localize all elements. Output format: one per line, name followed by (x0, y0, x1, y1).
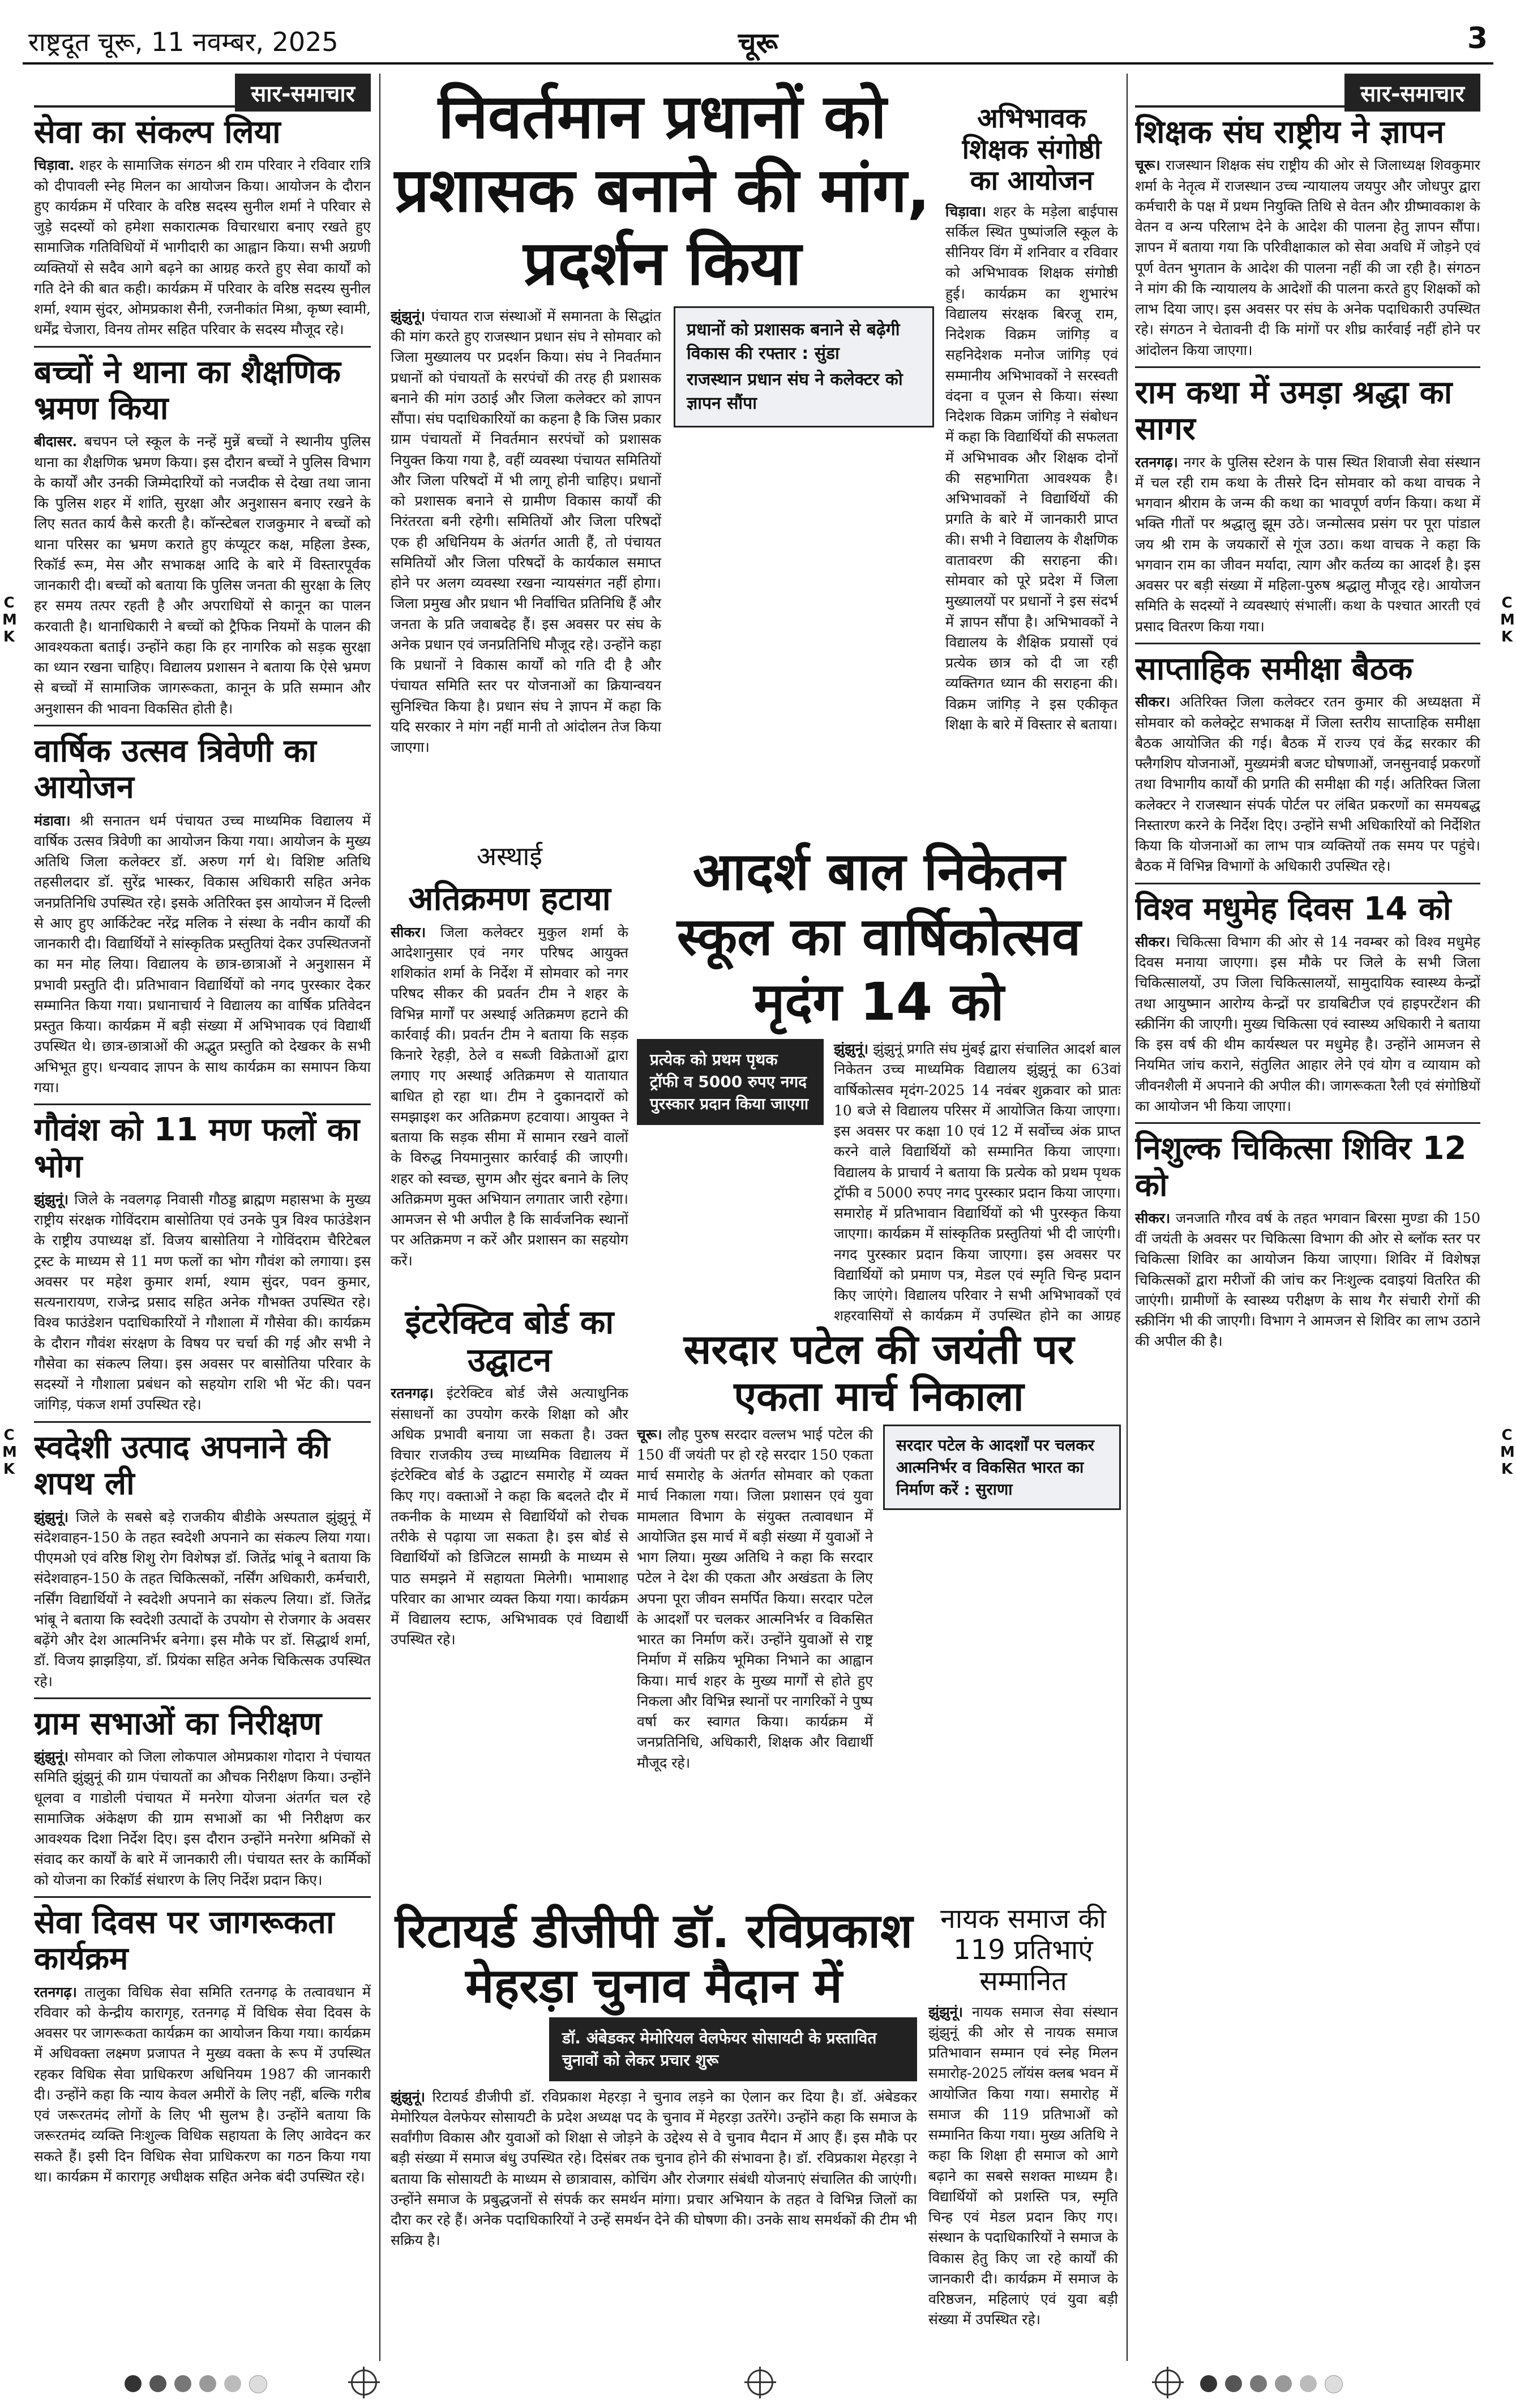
headline: सरदार पटेल की जयंती पर एकता मार्च निकाला (683, 1325, 1074, 1420)
article-body: झुंझुनूं। रिटायर्ड डीजीपी डॉ. रविप्रकाश मेहरड़ा ने चुनाव लड़ने का ऐलान कर दिया है। डॉ. अंबेडकर मेमोरियल वेलफेयर सोसायटी के प्रदेश अध्यक्ष पद के चुनाव में मेहरड़ा उतरेंगे। उन्होंने कहा कि समाज के सर्वांगीण विकास और युवाओं को शिक्षा से जोड़ने के उद्देश्य से वे चुनाव मैदान में आए हैं। इस मौके पर बड़ी संख्या में समाज बंधु उपस्थित रहे। दिसंबर तक चुनाव होने की संभावना है। डॉ. रविप्रकाश मेहरड़ा ने बताया कि सोसायटी के माध्यम से छात्रावास, कोचिंग और रोजगार संबंधी योजनाएं संचालित की जाएंगी। उन्होंने समाज के प्रबुद्धजनों से संपर्क कर समर्थन मांगा। प्रचार अभियान के तहत वे विभिन्न जिलों का दौरा कर रहे हैं। अनेक पदाधिकारियों ने उन्हें समर्थन देने की घोषणा की। उनके साथ समर्थकों की टीम भी सक्रिय है। (391, 2088, 917, 2249)
right-news-column (1135, 74, 1480, 2361)
lead-headline: निवर्तमान प्रधानों को प्रशासक बनाने की मांग, प्रदर्शन किया (394, 82, 931, 300)
article-body: सीकर। अतिरिक्त जिला कलेक्टर रतन कुमार की अध्यक्षता में सोमवार को कलेक्ट्रेट सभाकक्ष में जिला स्तरीय साप्ताहिक समीक्षा बैठक आयोजित की गई। बैठक में राज्य एवं केंद्र सरकार की फ्लैगशिप योजनाओं, मुख्यमंत्री बजट घोषणाओं, जनसुनवाई प्रकरणों तथा विभागीय कार्यों की प्रगति की समीक्षा की गई। अतिरिक्त जिला कलेक्टर ने राजस्थान संपर्क पोर्टल पर लंबित प्रकरणों का समयबद्ध निस्तारण करने के निर्देश दिए। उन्होंने सभी अधिकारियों को निर्देशित किया कि योजनाओं का लाभ पात्र व्यक्तियों तक समय पर पहुंचे। बैठक में विभिन्न विभागों के अधिकारी उपस्थित रहे। (1135, 694, 1480, 875)
article-body: सीकर। जनजाति गौरव वर्ष के तहत भगवान बिरसा मुण्डा की 150 वीं जयंती के अवसर पर चिकित्सा विभाग की ओर से ब्लॉक स्तर पर चिकित्सा शिविर का आयोजन किया जाएगा। शिविर में विशेषज्ञ चिकित्सकों द्वारा मरीजों की जांच कर निःशुल्क दवाइयां वितरित की जाएंगी। ग्रामीणों के स्वास्थ्य परीक्षण के साथ गैर संचारी रोगों की स्क्रीनिंग भी की जाएगी। विभाग ने आमजन से शिविर का लाभ उठाने की अपील की है। (1135, 1209, 1480, 1350)
color-registration-dots (1200, 2375, 1343, 2393)
highlight-box: सरदार पटेल के आदर्शों पर चलकर आत्मनिर्भर व विकसित भारत का निर्माण करें : सुराणा (883, 1425, 1121, 1511)
headline: निशुल्क चिकित्सा शिविर 12 को (1135, 1130, 1467, 1204)
headline: राम कथा में उमड़ा श्रद्धा का सागर (1135, 374, 1453, 448)
highlight-item: राजस्थान प्रधान संघ ने कलेक्टर को ज्ञापन सौंपा (687, 369, 903, 413)
board-story (391, 1297, 628, 1868)
headline: शिक्षक संघ राष्ट्रीय ने ज्ञापन (1135, 114, 1445, 151)
crosshair-mark-icon (351, 2369, 377, 2396)
article-body: रतनगढ़। तालुका विधिक सेवा समिति रतनगढ़ के तत्वावधान में रविवार को केन्द्रीय कारागृह, रतनगढ़ में विधिक सेवा दिवस के अवसर पर जागरूकता कार्यक्रम का आयोजन किया गया। कार्यक्रम में अधिवक्ता लक्ष्मण प्रजापत ने मुख्य वक्ता के रूप में उपस्थित रहकर विधिक सेवा प्राधिकरण अधिनियम 1987 की जानकारी दी। उन्होंने कहा कि न्याय केवल अमीरों के लिए नहीं, बल्कि गरीब एवं जरूरतमंद लोगों के लिए भी सुलभ है। उन्होंने बताया कि जरूरतमंद व्यक्ति निःशुल्क विधिक सहायता के लिए आवेदन कर सकते हैं। इसी दिन विधिक सेवा प्राधिकरण का गठन किया गया था। कार्यक्रम में कारागृह अधीक्षक सहित अनेक बंदी उपस्थित रहे। (34, 1983, 371, 2185)
article-body: सीकर। जिला कलेक्टर मुकुल शर्मा के आदेशानुसार एवं नगर परिषद आयुक्त शशिकांत शर्मा के निर्देश में सोमवार को नगर परिषद सीकर की प्रवर्तन टीम ने शहर के विभिन्न मार्गों पर अस्थाई अतिक्रमण हटाने की कार्रवाई की। प्रवर्तन टीम ने बताया कि सड़क किनारे रेहड़ी, ठेले व सब्जी विक्रेताओं द्वारा लगाए गए अस्थाई अतिक्रमण से यातायात बाधित हो रहा था। टीम ने दुकानदारों को समझाइश कर अतिक्रमण हटवाया। आयुक्त ने बताया कि सड़क सीमा में सामान रखने वालों के विरुद्ध नियमानुसार कार्रवाई की जाएगी। शहर को स्वच्छ, सुगम और सुंदर बनाने के लिए अतिक्रमण मुक्त अभियान लगातार जारी रहेगा। आमजन से भी अपील है कि सार्वजनिक स्थानों पर अतिक्रमण न करें और प्रशासन का सहयोग करें। (391, 923, 628, 1269)
headline: आदर्श बाल निकेतन स्कूल का वार्षिकोत्सव मृदंग 14 को (676, 841, 1081, 1032)
left-news-column (34, 74, 371, 2361)
article-body: झुंझुनूं। सोमवार को जिला लोकपाल ओमप्रकाश गोदारा ने पंचायत समिति झुंझुनूं की ग्राम पंचायतों का औचक निरीक्षण किया। उन्होंने धूलवा व गाडोली पंचायत में मनरेगा योजना अंतर्गत चल रहे सामाजिक अंकेक्षण की ग्राम सभाओं का भी निरीक्षण कर आवश्यक दिशा निर्देश दिए। इस दौरान उन्होंने मनरेगा श्रमिकों से संवाद कर कार्यों के बारे में जानकारी ली। पंचायत स्तर के कार्मिकों को योजना का रिकॉर्ड संधारण के लिए निर्देश प्रदान किए। (34, 1748, 371, 1888)
article-body: चूरू। राजस्थान शिक्षक संघ राष्ट्रीय की ओर से जिलाध्यक्ष शिवकुमार शर्मा के नेतृत्व में राजस्थान उच्च न्यायालय जयपुर और जोधपुर द्वारा कर्मचारी के पक्ष में प्रथम नियुक्ति तिथि से वेतन और ग्रीष्मावकाश के वेतन व अन्य परिलाभ देने के आदेश की पालना हेतु ज्ञापन सौंपा। ज्ञापन में बताया गया कि परिवीक्षाकाल को सेवा अवधि में जोड़ने एवं पूर्ण वेतन भुगतान के आदेश की पालना नहीं की जा रही है। संगठन ने मांग की कि न्यायालय के आदेशों की पालना करते हुए शिक्षकों को लाभ दिया जाए। इस अवसर पर संघ के अनेक पदाधिकारी उपस्थित रहे। संगठन ने चेतावनी दी कि मांगों पर शीघ्र कार्रवाई नहीं होने पर आंदोलन किया जाएगा। (1135, 157, 1480, 358)
section-tag-bar (1135, 74, 1480, 108)
cmk-mark-left-1: C M K (2, 594, 17, 645)
cmk-mark-right-1: C M K (1500, 594, 1515, 645)
headline: ग्राम सभाओं का निरीक्षण (34, 1705, 322, 1742)
article-body: झुंझुनूं। झुंझुनूं प्रगति संघ मुंबई द्वारा संचालित आदर्श बाल निकेतन उच्च माध्यमिक विद्यालय झुंझुनूं का 63वां वार्षिकोत्सव मृदंग-2025 14 नवंबर शुक्रवार को प्रातः 10 बजे से विद्यालय परिसर में आयोजित किया जाएगा। इस अवसर पर कक्षा 10 एवं 12 में सर्वोच्च अंक प्राप्त करने वाले विद्यार्थियों को सम्मानित किया जाएगा। विद्यालय के प्राचार्य ने बताया कि प्रत्येक को प्रथम पृथक ट्रॉफी व 5000 रुपए नगद पुरस्कार प्रदान किया जाएगा। समारोह में प्रतिभावान विद्यार्थियों को भी पुरस्कृत किया जाएगा। कार्यक्रम में सांस्कृतिक प्रस्तुतियां भी दी जाएंगी। नगद पुरस्कार प्रदान किया जाएगा। इस अवसर पर विद्यार्थियों को प्रमाण पत्र, मेडल एवं स्मृति चिन्ह प्रदान किए जाएंगे। विद्यालय परिवार ने सभी अभिभावकों एवं शहरवासियों से कार्यक्रम में उपस्थित होने का आग्रह (834, 1041, 1121, 1324)
column-divider (1127, 74, 1128, 2361)
nayak-story (928, 1897, 1118, 2350)
headline: सेवा का संकल्प लिया (34, 114, 281, 151)
encroachment-story (391, 838, 628, 1325)
article-body: चूरू। लौह पुरुष सरदार वल्लभ भाई पटेल की 150 वीं जयंती पर हो रहे सरदार 150 एकता मार्च समारोह के अंतर्गत सोमवार को एकता मार्च निकाला गया। जिला प्रशासन एवं युवा मामलात विभाग के संयुक्त तत्वावधान में आयोजित इस मार्च में बड़ी संख्या में युवाओं ने भाग लिया। मुख्य अतिथि ने कहा कि सरदार पटेल ने देश की एकता और अखंडता के लिए अपना पूरा जीवन समर्पित किया। सरदार पटेल के आदर्शों पर चलकर आत्मनिर्भर व विकसित भारत का निर्माण करें। उन्होंने युवाओं से राष्ट्र निर्माण में सक्रिय भूमिका निभाने का आह्वान किया। मार्च शहर के मुख्य मार्गों से होते हुए निकला और विभिन्न स्थानों पर नागरिकों ने पुष्प वर्षा कर स्वागत किया। कार्यक्रम में जनप्रतिनिधि, अधिकारी, शिक्षक और विद्यार्थी मौजूद रहे। (637, 1426, 873, 1771)
section-tag: सार-समाचार (1344, 74, 1480, 112)
highlight-box: डॉ. अंबेडकर मेमोरियल वेलफेयर सोसायटी के प्रस्तावित चुनावों को लेकर प्रचार शुरू (549, 2017, 917, 2081)
article-body: सीकर। चिकित्सा विभाग की ओर से 14 नवम्बर को विश्व मधुमेह दिवस मनाया जाएगा। इस मौके पर जिले के सभी जिला चिकित्सालयों, उप जिला चिकित्सालयों, सामुदायिक स्वास्थ्य केन्द्रों तथा आयुष्मान आरोग्य केन्द्रों पर डायबिटीज एवं हाइपरटेंशन की स्क्रीनिंग की जाएगी। मुख्य चिकित्सा एवं स्वास्थ्य अधिकारी ने बताया कि इस वर्ष की थीम कार्यस्थल पर मधुमेह है। उन्होंने आमजन से नियमित जांच कराने, संतुलित आहार लेने एवं योग व व्यायाम को जीवनशैली में अपनाने की अपील की। जागरूकता रैली एवं संगोष्ठियों का आयोजन भी किया जाएगा। (1135, 933, 1480, 1114)
article-body: झुंझुनूं। नायक समाज सेवा संस्थान झुंझुनूं की ओर से नायक समाज प्रतिभावान सम्मान एवं स्नेह मिलन समारोह-2025 लॉयंस क्लब भवन में आयोजित किया गया। समारोह में समाज की 119 प्रतिभाओं को सम्मानित किया गया। मुख्य अतिथि ने कहा कि शिक्षा ही समाज को आगे बढ़ाने का सबसे सशक्त माध्यम है। विद्यार्थियों को प्रशस्ति पत्र, स्मृति चिन्ह एवं मेडल प्रदान किए गए। संस्थान के पदाधिकारियों ने समाज के विकास हेतु किए जा रहे कार्यों की जानकारी दी। कार्यक्रम में समाज के वरिष्ठजन, महिलाएं एवं युवा बड़ी संख्या में उपस्थित रहे। (928, 2003, 1118, 2328)
headline: गौवंश को 11 मण फलों का भोग (34, 1111, 360, 1185)
headline: रिटायर्ड डीजीपी डॉ. रविप्रकाश मेहरड़ा चुनाव मैदान में (395, 1903, 913, 2013)
kicker: अस्थाई (476, 841, 542, 871)
color-registration-dots (125, 2375, 267, 2393)
headline: अभिभावक शिक्षक संगोष्ठी का आयोजन (962, 102, 1102, 197)
highlight-item: प्रधानों को प्रशासक बनाने से बढ़ेगी विकास की रफ्तार : सुंडा (687, 319, 900, 363)
dgp-story (391, 1897, 917, 2350)
article-body: रतनगढ़। नगर के पुलिस स्टेशन के पास स्थित शिवाजी सेवा संस्थान में चल रही राम कथा के तीसरे दिन सोमवार को कथा वाचक ने भगवान श्रीराम के जन्म की कथा का भावपूर्ण वर्णन किया। कथा में भक्ति गीतों पर श्रद्धालु झूम उठे। जन्मोत्सव प्रसंग पर पूरा पांडाल जय श्री राम के जयकारों से गूंज उठा। कथा वाचक ने कहा कि भगवान राम का जीवन मर्यादा, त्याग और कर्तव्य का आदर्श है। इस अवसर पर बड़ी संख्या में महिला-पुरुष श्रद्धालु मौजूद रहे। आयोजन समिति के सदस्यों ने व्यवस्थाएं संभालीं। कथा के पश्चात आरती एवं प्रसाद वितरण किया गया। (1135, 454, 1480, 635)
highlight-box (674, 306, 934, 427)
masthead-city: चूरू (738, 27, 778, 59)
column-divider (379, 74, 380, 2361)
article-body: चिड़ावा. शहर के सामाजिक संगठन श्री राम परिवार ने रविवार रात्रि को दीपावली स्नेह मिलन का आयोजन किया। आयोजन के दौरान हुए कार्यक्रम में परिवार के वरिष्ठ सदस्य सुनील शर्मा ने परिवार से जुड़े सदस्यों को हमेशा सकारात्मक विचारधारा बनाए रखते हुए सामाजिक गतिविधियों में भागीदारी का आह्वान किया। सभी अग्रणी व्यक्तियों से सदैव आगे बढ़ने का आग्रह करते हुए सेवा कार्यों को गति देने की बात कही। कार्यक्रम में परिवार के वरिष्ठ सदस्य सुनील शर्मा, श्याम सुंदर, ओमप्रकाश सैनी, रजनीकांत मिश्रा, कृष्ण स्वामी, धर्मेंद्र चेजारा, विनय तोमर सहित परिवार के सदस्य मौजूद रहे। (34, 157, 371, 338)
article-body: चिड़ावा। शहर के मड़ेला बाईपास सर्किल स्थित पुष्पांजलि स्कूल के सीनियर विंग में शनिवार व रविवार को अभिभावक शिक्षक संगोष्ठी हुई। कार्यक्रम का शुभारंभ विद्यालय संरक्षक बिरजू राम, निदेशक विक्रम जांगिड़ व सहनिदेशक मनोज जांगिड़ एवं सम्मानीय अभिभावकों ने सरस्वती वंदना व पूजन से किया। संस्था निदेशक विक्रम जांगिड़ ने संबोधन में कहा कि विद्यार्थियों की सफलता में अभिभावक और शिक्षक दोनों की सहभागिता आवश्यक है। अभिभावकों ने विद्यार्थियों की प्रगति के बारे में जानकारी प्राप्त की। सभी ने विद्यालय के शैक्षणिक वातावरण की सराहना की। सोमवार को पूरे प्रदेश में जिला मुख्यालयों पर प्रधानों ने इस संदर्भ में ज्ञापन सौंपा है। अभिभावकों ने विद्यालय के शैक्षिक प्रयासों एवं प्रत्येक छात्र को दी जा रही व्यक्तिगत ध्यान की सराहना की। विक्रम जांगिड़ ने इस एकीकृत शिक्षा के बारे में विस्तार से बताया। (945, 203, 1118, 733)
article-body: झुंझुनूं। पंचायत राज संस्थाओं में समानता के सिद्धांत की मांग करते हुए राजस्थान प्रधान संघ ने सोमवार को जिला मुख्यालय पर प्रदर्शन किया। संघ ने निवर्तमान प्रधानों को पंचायतों के सरपंचों की तरह ही प्रशासक बनाने की मांग उठाई और जिला कलेक्टर को ज्ञापन सौंपा। संघ पदाधिकारियों का कहना है कि जिस प्रकार ग्राम पंचायतों में निवर्तमान सरपंचों को प्रशासक नियुक्त किया गया है, वहीं व्यवस्था पंचायत समितियों और जिला परिषदों में भी लागू होनी चाहिए। प्रधानों को प्रशासक बनाने से ग्रामीण विकास कार्यों की निरंतरता बनी रहेगी। समितियों और जिला परिषदों एक ही अधिनियम के अंतर्गत आती हैं, तो पंचायत समितियों और जिला परिषदों के कार्यकाल समाप्त होने पर अलग व्यवस्था रखना न्यायसंगत नहीं होगा। जिला प्रमुख और प्रधान भी निर्वाचित प्रतिनिधि हैं और जनता के प्रति जवाबदेह हैं। इस अवसर पर संघ के अनेक प्रधान एवं जनप्रतिनिधि मौजूद रहे। उन्होंने कहा कि प्रधानों ने विकास कार्यों को गति दी है और पंचायत समिति स्तर पर योजनाओं का क्रियान्वयन सुनिश्चित किया है। प्रधान संघ ने ज्ञापन में कहा कि यदि सरकार ने मांग नहीं मानी तो आंदोलन तेज किया जाएगा। (391, 307, 661, 756)
headline: सेवा दिवस पर जागरूकता कार्यक्रम (34, 1904, 335, 1978)
headline: स्वदेशी उत्पाद अपनाने की शपथ ली (34, 1428, 330, 1503)
lead-story (391, 74, 934, 827)
headline: नायक समाज की 119 प्रतिभाएं सम्मानित (940, 1903, 1106, 1998)
headline: वार्षिक उत्सव त्रिवेणी का आयोजन (34, 732, 316, 806)
school-story (637, 832, 1121, 1325)
headline: साप्ताहिक समीक्षा बैठक (1135, 650, 1413, 687)
article-body: मंडावा। श्री सनातन धर्म पंचायत उच्च माध्यमिक विद्यालय में वार्षिक उत्सव त्रिवेणी का आयोजन किया गया। आयोजन के मुख्य अतिथि जिला कलेक्टर डॉ. अरुण गर्ग थे। विशिष्ट अतिथि तहसीलदार डॉ. सुरेंद्र भास्कर, विकास अधिकारी सहित अनेक जनप्रतिनिधि उपस्थित रहे। इसके अतिरिक्त इस आयोजन में दिल्ली से आए हुए आर्किटेक्ट नरेंद्र मलिक ने संस्था के नवीन कार्यों की जानकारी दी। विद्यार्थियों ने सांस्कृतिक प्रस्तुतियां देकर उपस्थितजनों का मन मोह लिया। विद्यालय के छात्र-छात्राओं ने अनुशासन में प्रभावी प्रस्तुति दी। प्रतिभावान विद्यार्थियों को नगद पुरस्कार देकर सम्मानित किया गया। प्रधानाचार्य ने विद्यालय का वार्षिक प्रतिवेदन प्रस्तुत किया। कार्यक्रम में बड़ी संख्या में अभिभावक एवं विद्यार्थी उपस्थित थे। छात्र-छात्राओं की अद्भुत प्रस्तुति को देखकर के सभी अभिभूत हुए। धन्यवाद ज्ञापन के साथ कार्यक्रम का समापन किया गया। (34, 812, 371, 1096)
section-tag: सार-समाचार (235, 74, 371, 112)
cmk-mark-left-2: C M K (2, 1427, 17, 1478)
cmk-mark-right-2: C M K (1500, 1427, 1515, 1478)
article-body: झुंझुनूं। जिले के सबसे बड़े राजकीय बीडीके अस्पताल झुंझुनूं में संदेशवाहन-150 के तहत स्वदेशी अपनाने का संकल्प लिया गया। पीएमओ एवं वरिष्ठ शिशु रोग विशेषज्ञ डॉ. जितेंद्र भांबू ने बताया कि संदेशवाहन-150 के तहत चिकित्सकों, नर्सिंग अधिकारी, कर्मचारी, नर्सिंग विद्यार्थियों ने स्वदेशी अपनाने का संकल्प लिया। डॉ. जितेंद्र भांबू ने बताया कि स्वदेशी उत्पादों के उपयोग से रोजगार के अवसर बढ़ेंगे और देश आत्मनिर्भर बनेगा। इस मौके पर डॉ. सिद्धार्थ शर्मा, डॉ. विजय झाझड़िया, डॉ. प्रियंका सहित अनेक चिकित्सक उपस्थित रहे। (34, 1508, 371, 1690)
highlight-box: प्रत्येक को प्रथम पृथक ट्रॉफी व 5000 रुपए नगद पुरस्कार प्रदान किया जाएगा (637, 1039, 824, 1125)
article-body: बीदासर. बचपन प्ले स्कूल के नन्हें मुन्नें बच्चों ने स्थानीय पुलिस थाना का शैक्षणिक भ्रमण किया। इस दौरान बच्चों ने पुलिस विभाग के कार्यों और उनकी जिम्मेदारियों को नजदीक से देखा तथा जाना कि पुलिस शहर में शांति, सुरक्षा और अनुशासन बनाए रखने के लिए सतत कार्य कैसे करती है। कॉन्स्टेबल राजकुमार ने बच्चों को थाना परिसर का भ्रमण कराते हुए कंप्यूटर कक्ष, महिला डेस्क, रिकॉर्ड रूम, मेस और सभाकक्ष आदि के बारे में विस्तारपूर्वक जानकारी दी। बच्चों को बताया कि पुलिस जनता की सुरक्षा के लिए हर समय तत्पर रहती है और अपराधियों से कानून का पालन करवाती है। थानाधिकारी ने बच्चों को ट्रैफिक नियमों के पालन की आवश्यकता बताई। उन्होंने कहा कि हर नागरिक को सड़क सुरक्षा का ध्यान रखना चाहिए। विद्यालय प्रशासन ने बताया कि ऐसे भ्रमण से बच्चों में सामाजिक जागरूकता, कानून के प्रति सम्मान और अनुशासन की भावना विकसित होती है। (34, 433, 371, 717)
masthead (23, 17, 1493, 65)
masthead-left: राष्ट्रदूत चूरू, 11 नवम्बर, 2025 (28, 27, 339, 57)
crosshair-mark-icon (1155, 2369, 1181, 2396)
section-tag-bar (34, 74, 371, 108)
article-body: रतनगढ़। इंटरेक्टिव बोर्ड जैसे अत्याधुनिक संसाधनों का उपयोग करके शिक्षा को और अधिक प्रभावी बनाया जा सकता है। उक्त विचार राजकीय उच्च माध्यमिक विद्यालय में इंटरेक्टिव बोर्ड के उद्घाटन समारोह में व्यक्त किए गए। वक्ताओं ने कहा कि बदलते दौर में तकनीक के माध्यम से विद्यार्थियों को रोचक तरीके से पढ़ाया जा सकता है। इस बोर्ड से विद्यार्थियों को डिजिटल सामग्री के माध्यम से पाठ समझने में सहायता मिलेगी। भामाशाह परिवार का आभार व्यक्त किया गया। कार्यक्रम में विद्यालय स्टाफ, अभिभावक एवं विद्यार्थी उपस्थित रहे। (391, 1385, 628, 1648)
guardian-story (945, 96, 1118, 832)
article-body: झुंझुनूं। जिले के नवलगढ़ निवासी गौठड्ड ब्राह्मण महासभा के मुख्य राष्ट्रीय संरक्षक गोविंदराम बासोतिया एवं उनके पुत्र विश्व फाउंडेशन के राष्ट्रीय उपाध्यक्ष डॉ. विजय बासोतिया ने गोविंदराम चैरिटेबल ट्रस्ट के माध्यम से 11 मण फलों का भोग गौवंश को लगाया। इस अवसर पर महेश कुमार शर्मा, श्याम सुंदर, पवन कुमार, सत्यनारायण, राजेन्द्र प्रसाद सहित अनेक गौभक्त उपस्थित रहे। विश्व फाउंडेशन पदाधिकारियों ने गौशाला में गौसेवा की। कार्यक्रम के दौरान गौवंश संरक्षण के विषय पर चर्चा की गई और सभी ने गौसेवा का संकल्प लिया। इस अवसर पर बासोतिया परिवार के सदस्यों ने गौशाला प्रबंधन को सहयोग राशि भी भेंट की। पवन जांगिड़, पंकज शर्मा उपस्थित रहे। (34, 1191, 371, 1413)
patel-story (637, 1319, 1121, 1885)
headline: इंटरेक्टिव बोर्ड का उद्घाटन (405, 1303, 614, 1379)
headline: विश्व मधुमेह दिवस 14 को (1135, 890, 1451, 927)
headline: बच्चों ने थाना का शैक्षणिक भ्रमण किया (34, 353, 341, 427)
crosshair-mark-icon (747, 2369, 773, 2396)
headline: अतिक्रमण हटाया (408, 879, 611, 918)
page-number: 3 (1467, 22, 1488, 55)
